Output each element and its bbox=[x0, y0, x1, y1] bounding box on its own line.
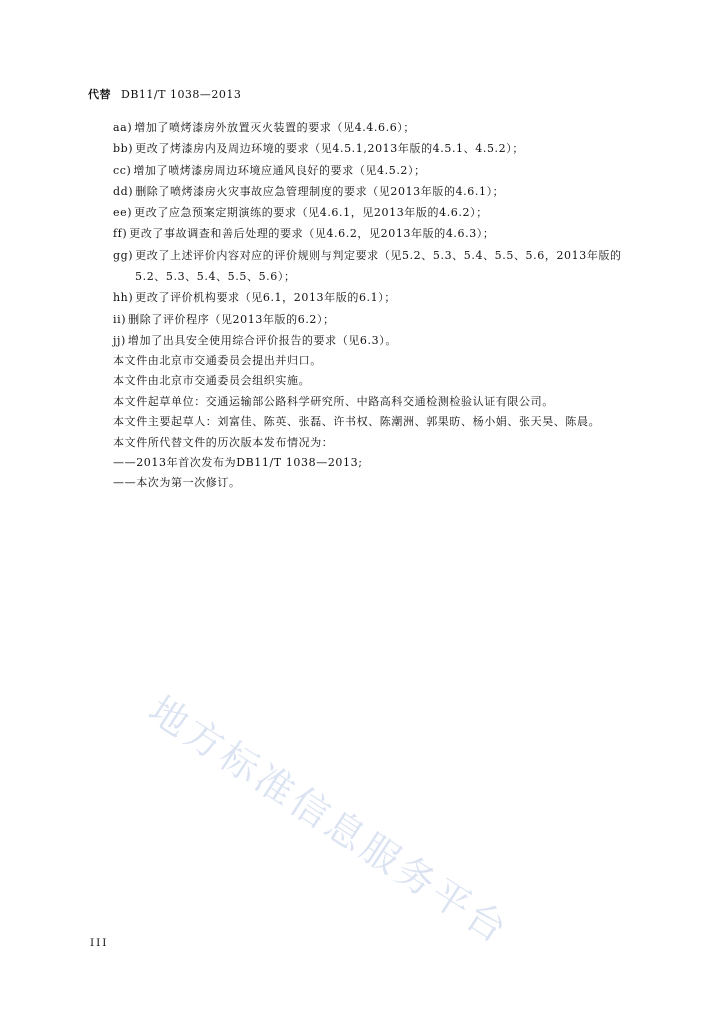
list-item: ee) 更改了应急预案定期演练的要求（见4.6.1，见2013年版的4.6.2）； bbox=[113, 206, 488, 220]
list-item: dd) 删除了喷烤漆房火灾事故应急管理制度的要求（见2013年版的4.6.1）； bbox=[113, 184, 505, 198]
replaces-label: 代替 bbox=[88, 88, 111, 101]
list-item: ff) 更改了事故调查和善后处理的要求（见4.6.2，见2013年版的4.6.3）； bbox=[113, 227, 495, 241]
watermark: 地方标准信息服务平台 bbox=[141, 687, 518, 954]
list-item: hh) 更改了评价机构要求（见6.1，2013年版的6.1）； bbox=[113, 291, 396, 305]
page-number: III bbox=[90, 937, 109, 949]
document-header bbox=[88, 86, 241, 102]
paragraph: 本文件起草单位：交通运输部公路科学研究所、中路高科交通检测检验认证有限公司。 bbox=[113, 394, 554, 408]
list-item-continuation: 5.2、5.3、5.4、5.5、5.6）； bbox=[135, 270, 296, 284]
change-list bbox=[113, 117, 673, 351]
paragraph: 本文件由北京市交通委员会提出并归口。 bbox=[113, 354, 322, 367]
foreword-paragraphs bbox=[113, 351, 673, 494]
paragraph: 本文件由北京市交通委员会组织实施。 bbox=[113, 374, 311, 388]
list-item: jj) 增加了出具安全使用综合评价报告的要求（见6.3）。 bbox=[113, 333, 397, 347]
list-item: gg) 更改了上述评价内容对应的评价规则与判定要求（见5.2、5.3、5.4、5.5、5.6，2013年版的 bbox=[113, 248, 622, 262]
list-item: aa) 增加了喷烤漆房外放置灭火装置的要求（见4.4.6.6）； bbox=[113, 121, 416, 134]
paragraph: 本文件所代替文件的历次版本发布情况为： bbox=[113, 435, 334, 449]
paragraph: ——本次为第一次修订。 bbox=[113, 476, 241, 490]
replaced-standard-code: DB11/T 1038—2013 bbox=[121, 88, 242, 101]
list-item: bb) 更改了烤漆房内及周边环境的要求（见4.5.1,2013年版的4.5.1、4.5.2）； bbox=[113, 142, 524, 156]
paragraph: 本文件主要起草人：刘富佳、陈英、张磊、许书权、陈潮洲、郭果昉、杨小娟、张天昊、陈晨。 bbox=[113, 415, 601, 429]
list-item: ii) 删除了评价程序（见2013年版的6.2）； bbox=[113, 312, 335, 326]
list-item: cc) 增加了喷烤漆房周边环境应通风良好的要求（见4.5.2）； bbox=[113, 163, 426, 177]
paragraph: ——2013年首次发布为DB11/T 1038—2013; bbox=[113, 456, 363, 470]
